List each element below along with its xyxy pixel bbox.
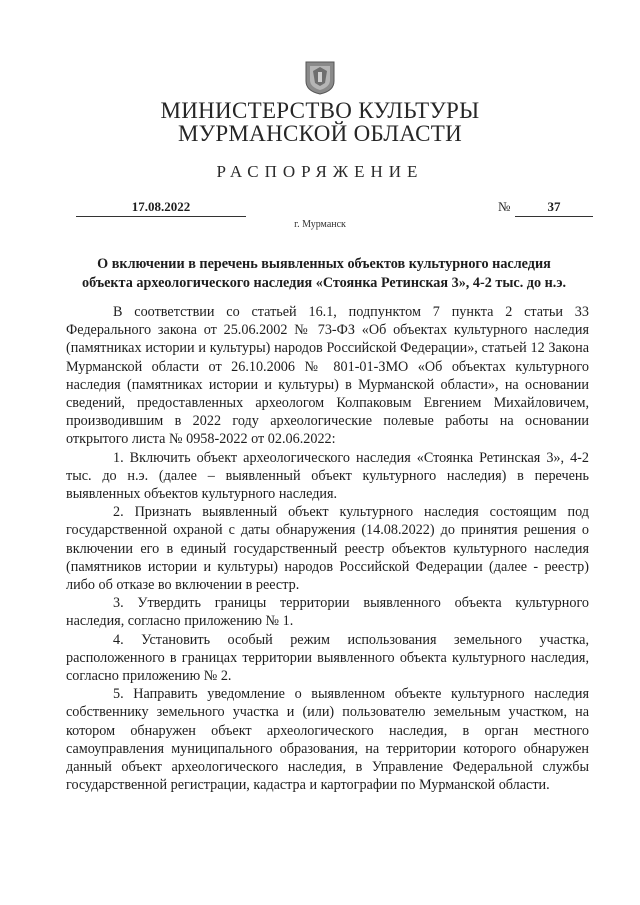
- clause-paragraph: 1. Включить объект археологического наследия «Стоянка Ретинская 3», 4-2 тыс. до н.э. (далее – выявленный объект культурного наследия) в перечень выявленных объектов культурного наследия.: [66, 449, 589, 503]
- document-type-heading: РАСПОРЯЖЕНИЕ: [216, 162, 424, 181]
- clause-paragraph: 2. Признать выявленный объект культурного наследия состоящим под государственной охраной с даты обнаружения (14.08.2022) до принятия решения о включении его в единый государственный реестр объектов культурного наследия (памятников истории и культуры) народов Российской Федерации (далее - реестр) либо об отказе во включении в реестр.: [66, 504, 589, 594]
- clause-paragraph: 3. Утвердить границы территории выявленного объекта культурного наследия, согласно приложению № 1.: [66, 595, 589, 630]
- ministry-name: [0, 99, 640, 145]
- preamble-paragraph: В соответствии со статьей 16.1, подпунктом 7 пункта 2 статьи 33 Федерального закона от 25.06.2002 № 73-ФЗ «Об объектах культурного наследия (памятниках истории и культуры) народов Российской Федерации», статьей 12 Закона Мурманской области от 26.10.2006 № 801-01-ЗМО «Об объектах культурного наследия (памятниках истории и культуры) в Мурманской области», на основании сведений, предоставленных археологом Колпаковым Евгением Михайловичем, производившим в 2022 году археологические полевые работы на основании открытого листа № 0958-2022 от 02.06.2022:: [66, 304, 589, 448]
- number-sign: №: [498, 199, 511, 214]
- title-line2: объекта археологического наследия «Стоянка Ретинская 3», 4-2 тыс. до н.э.: [81, 275, 566, 291]
- clause-paragraph: 4. Установить особый режим использования земельного участка, расположенного в границах территории выявленного объекта культурного наследия, согласно приложению № 2.: [66, 631, 589, 685]
- document-date: 17.08.2022: [76, 198, 246, 217]
- document-title: [70, 255, 578, 293]
- clause-paragraph: 5. Направить уведомление о выявленном объекте культурного наследия собственнику земельного участка и (или) пользователю земельным участком, на котором обнаружен объект археологического наследия, в орган местного самоуправления муниципального образования, на территории которого обнаружен данный объект археологического наследия, в Управление Федеральной службы государственной регистрации, кадастра и картографии по Мурманской области.: [66, 686, 589, 794]
- title-line1: О включении в перечень выявленных объектов культурного наследия: [97, 256, 551, 272]
- document-number: 37: [515, 198, 593, 217]
- coat-of-arms-emblem-icon: [304, 61, 336, 95]
- document-body: [66, 303, 589, 794]
- ministry-name-line1: МИНИСТЕРСТВО КУЛЬТУРЫ: [160, 98, 480, 123]
- ministry-name-line2: МУРМАНСКОЙ ОБЛАСТИ: [178, 121, 462, 146]
- city-label: г. Мурманск: [294, 219, 346, 230]
